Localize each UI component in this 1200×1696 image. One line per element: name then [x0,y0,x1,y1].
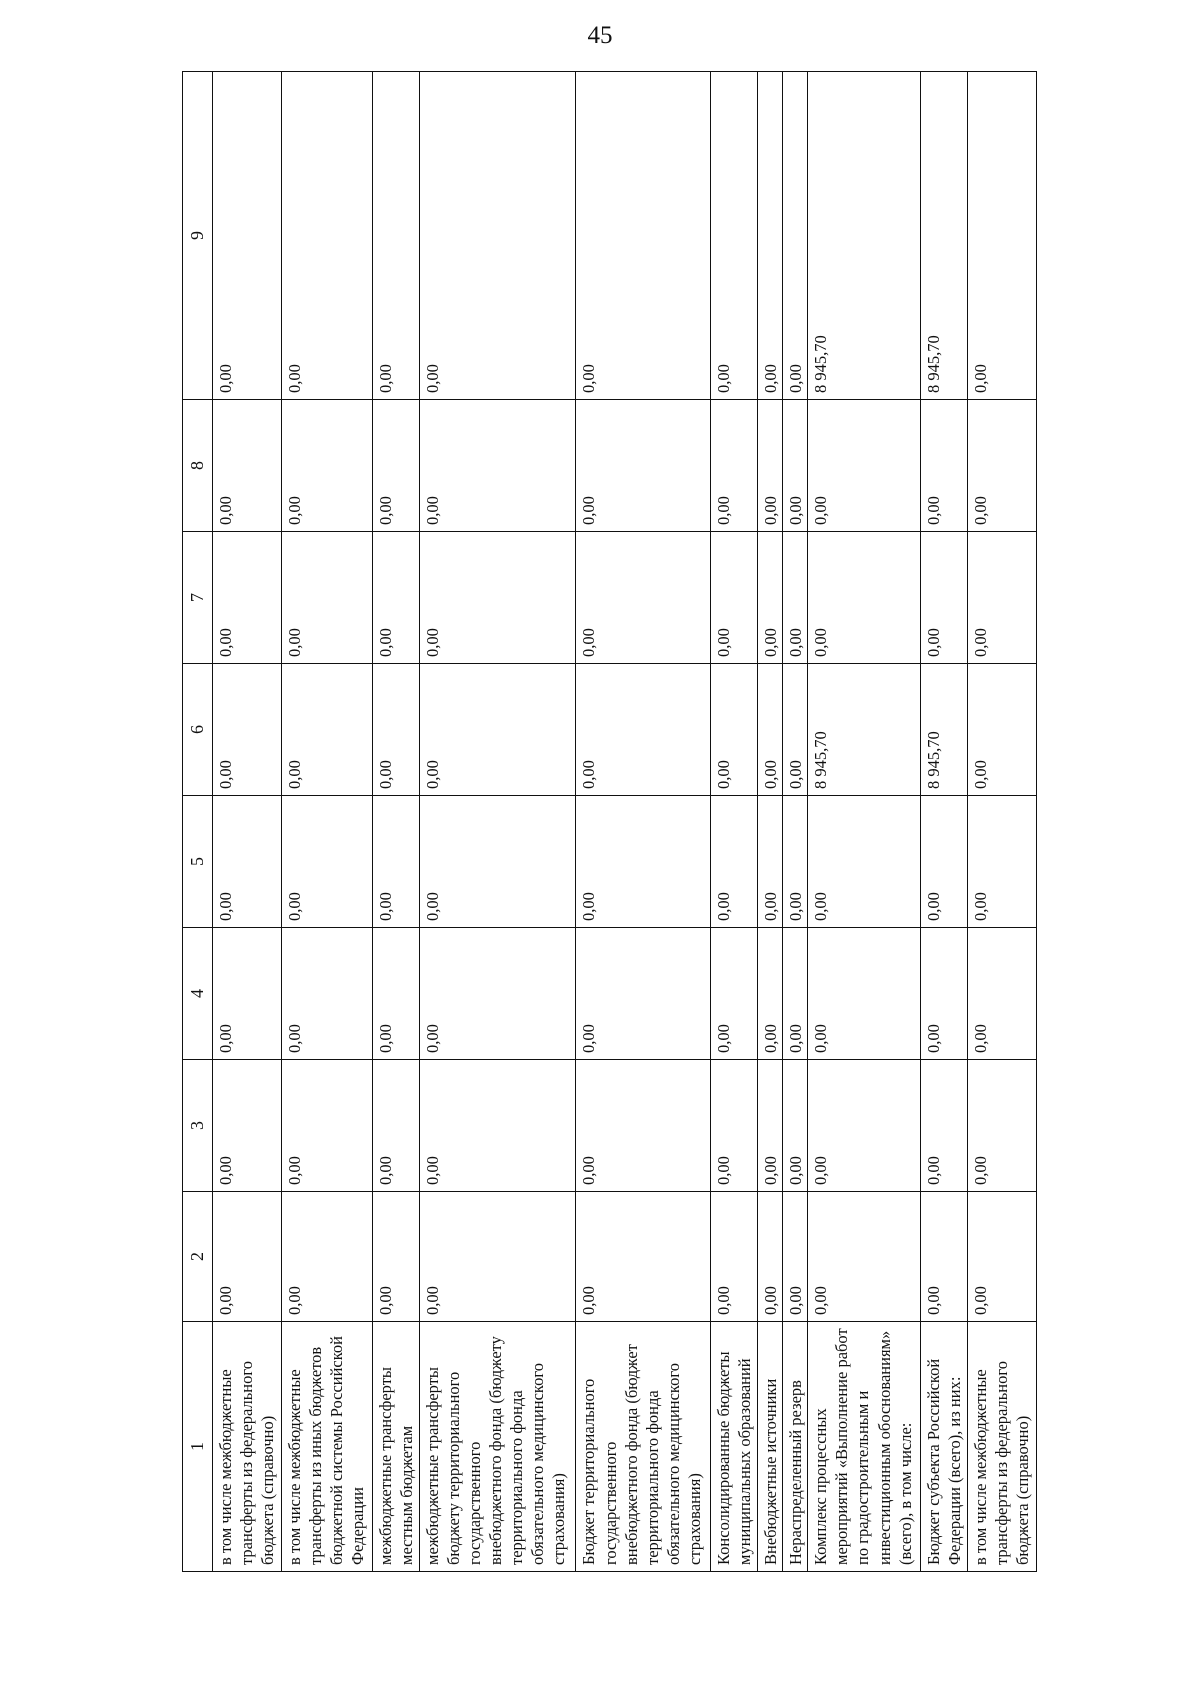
cell-value-col-9: 0,00 [213,72,282,400]
cell-value-col-6: 0,00 [372,664,419,796]
row-label: Бюджет территориального государственного внебюджетного фонда (бюджет территориального фонда обязательного медицинского страхования) [576,1322,711,1572]
cell-value-col-6: 8 945,70 [921,664,968,796]
header-row [183,72,213,1572]
cell-value-col-2: 0,00 [968,1192,1037,1322]
cell-value-col-3: 0,00 [419,1060,576,1192]
cell-value-col-8: 0,00 [419,400,576,532]
cell-value-col-2: 0,00 [419,1192,576,1322]
cell-value-col-3: 0,00 [576,1060,711,1192]
row-label: Консолидированные бюджеты муниципальных образований [711,1322,758,1572]
cell-value-col-6: 0,00 [419,664,576,796]
cell-value-col-7: 0,00 [213,532,282,664]
cell-value-col-5: 0,00 [758,796,783,928]
cell-value-col-4: 0,00 [372,928,419,1060]
cell-value-col-5: 0,00 [576,796,711,928]
table-row [419,72,576,1572]
cell-value-col-3: 0,00 [808,1060,921,1192]
cell-value-col-2: 0,00 [808,1192,921,1322]
cell-value-col-5: 0,00 [783,796,808,928]
cell-value-col-7: 0,00 [419,532,576,664]
cell-value-col-4: 0,00 [711,928,758,1060]
table-body [213,72,1037,1572]
column-header-1: 1 [183,1322,213,1572]
cell-value-col-5: 0,00 [213,796,282,928]
cell-value-col-9: 0,00 [372,72,419,400]
cell-value-col-7: 0,00 [921,532,968,664]
table-row [213,72,282,1572]
cell-value-col-3: 0,00 [711,1060,758,1192]
table-row [783,72,808,1572]
cell-value-col-6: 8 945,70 [808,664,921,796]
table-row [576,72,711,1572]
cell-value-col-2: 0,00 [783,1192,808,1322]
cell-value-col-8: 0,00 [213,400,282,532]
table-row [968,72,1037,1572]
cell-value-col-8: 0,00 [711,400,758,532]
column-header-8: 8 [183,400,213,532]
cell-value-col-7: 0,00 [372,532,419,664]
cell-value-col-9: 0,00 [711,72,758,400]
cell-value-col-8: 0,00 [281,400,372,532]
cell-value-col-8: 0,00 [921,400,968,532]
cell-value-col-8: 0,00 [372,400,419,532]
row-label: в том числе межбюджетные трансферты из федерального бюджета (справочно) [213,1322,282,1572]
cell-value-col-7: 0,00 [808,532,921,664]
cell-value-col-7: 0,00 [968,532,1037,664]
cell-value-col-3: 0,00 [758,1060,783,1192]
cell-value-col-3: 0,00 [281,1060,372,1192]
cell-value-col-4: 0,00 [808,928,921,1060]
cell-value-col-4: 0,00 [213,928,282,1060]
cell-value-col-3: 0,00 [783,1060,808,1192]
cell-value-col-5: 0,00 [281,796,372,928]
cell-value-col-7: 0,00 [711,532,758,664]
cell-value-col-6: 0,00 [213,664,282,796]
cell-value-col-9: 0,00 [419,72,576,400]
cell-value-col-3: 0,00 [968,1060,1037,1192]
cell-value-col-2: 0,00 [921,1192,968,1322]
row-label: Внебюджетные источники [758,1322,783,1572]
table-row [758,72,783,1572]
cell-value-col-3: 0,00 [921,1060,968,1192]
cell-value-col-5: 0,00 [921,796,968,928]
cell-value-col-6: 0,00 [281,664,372,796]
cell-value-col-8: 0,00 [808,400,921,532]
cell-value-col-9: 0,00 [758,72,783,400]
cell-value-col-2: 0,00 [576,1192,711,1322]
column-header-9: 9 [183,72,213,400]
cell-value-col-2: 0,00 [281,1192,372,1322]
cell-value-col-8: 0,00 [783,400,808,532]
cell-value-col-9: 8 945,70 [921,72,968,400]
cell-value-col-2: 0,00 [213,1192,282,1322]
page-number: 45 [587,22,613,49]
column-header-3: 3 [183,1060,213,1192]
cell-value-col-7: 0,00 [783,532,808,664]
column-header-2: 2 [183,1192,213,1322]
column-header-4: 4 [183,928,213,1060]
cell-value-col-8: 0,00 [758,400,783,532]
cell-value-col-5: 0,00 [711,796,758,928]
cell-value-col-9: 0,00 [576,72,711,400]
cell-value-col-6: 0,00 [783,664,808,796]
cell-value-col-9: 8 945,70 [808,72,921,400]
row-label: Комплекс процессных мероприятий «Выполнение работ по градостроительным и инвестиционным обоснованиям» (всего), в том числе: [808,1322,921,1572]
cell-value-col-6: 0,00 [711,664,758,796]
cell-value-col-2: 0,00 [711,1192,758,1322]
row-label: в том числе межбюджетные трансферты из федерального бюджета (справочно) [968,1322,1037,1572]
cell-value-col-8: 0,00 [576,400,711,532]
cell-value-col-7: 0,00 [281,532,372,664]
row-label: Бюджет субъекта Российской Федерации (всего), из них: [921,1322,968,1572]
cell-value-col-5: 0,00 [419,796,576,928]
row-label: в том числе межбюджетные трансферты из иных бюджетов бюджетной системы Российской Федерации [281,1322,372,1572]
budget-table [182,71,1037,1572]
rotated-table-container [182,72,1037,1572]
column-header-6: 6 [183,664,213,796]
cell-value-col-3: 0,00 [372,1060,419,1192]
cell-value-col-4: 0,00 [968,928,1037,1060]
cell-value-col-9: 0,00 [783,72,808,400]
row-label: межбюджетные трансферты местным бюджетам [372,1322,419,1572]
column-header-5: 5 [183,796,213,928]
cell-value-col-9: 0,00 [281,72,372,400]
cell-value-col-5: 0,00 [808,796,921,928]
cell-value-col-4: 0,00 [783,928,808,1060]
cell-value-col-6: 0,00 [758,664,783,796]
cell-value-col-6: 0,00 [968,664,1037,796]
cell-value-col-2: 0,00 [372,1192,419,1322]
row-label: Нераспределенный резерв [783,1322,808,1572]
table-row [711,72,758,1572]
cell-value-col-2: 0,00 [758,1192,783,1322]
cell-value-col-4: 0,00 [758,928,783,1060]
column-header-7: 7 [183,532,213,664]
cell-value-col-7: 0,00 [758,532,783,664]
cell-value-col-5: 0,00 [968,796,1037,928]
cell-value-col-5: 0,00 [372,796,419,928]
table-row [281,72,372,1572]
cell-value-col-4: 0,00 [921,928,968,1060]
cell-value-col-8: 0,00 [968,400,1037,532]
table-row [921,72,968,1572]
cell-value-col-4: 0,00 [281,928,372,1060]
table-row [808,72,921,1572]
table-row [372,72,419,1572]
cell-value-col-4: 0,00 [576,928,711,1060]
cell-value-col-9: 0,00 [968,72,1037,400]
cell-value-col-4: 0,00 [419,928,576,1060]
row-label: межбюджетные трансферты бюджету территориального государственного внебюджетного фонда (бюджету территориального фонда обязательного медицинского страхования) [419,1322,576,1572]
cell-value-col-6: 0,00 [576,664,711,796]
cell-value-col-3: 0,00 [213,1060,282,1192]
cell-value-col-7: 0,00 [576,532,711,664]
